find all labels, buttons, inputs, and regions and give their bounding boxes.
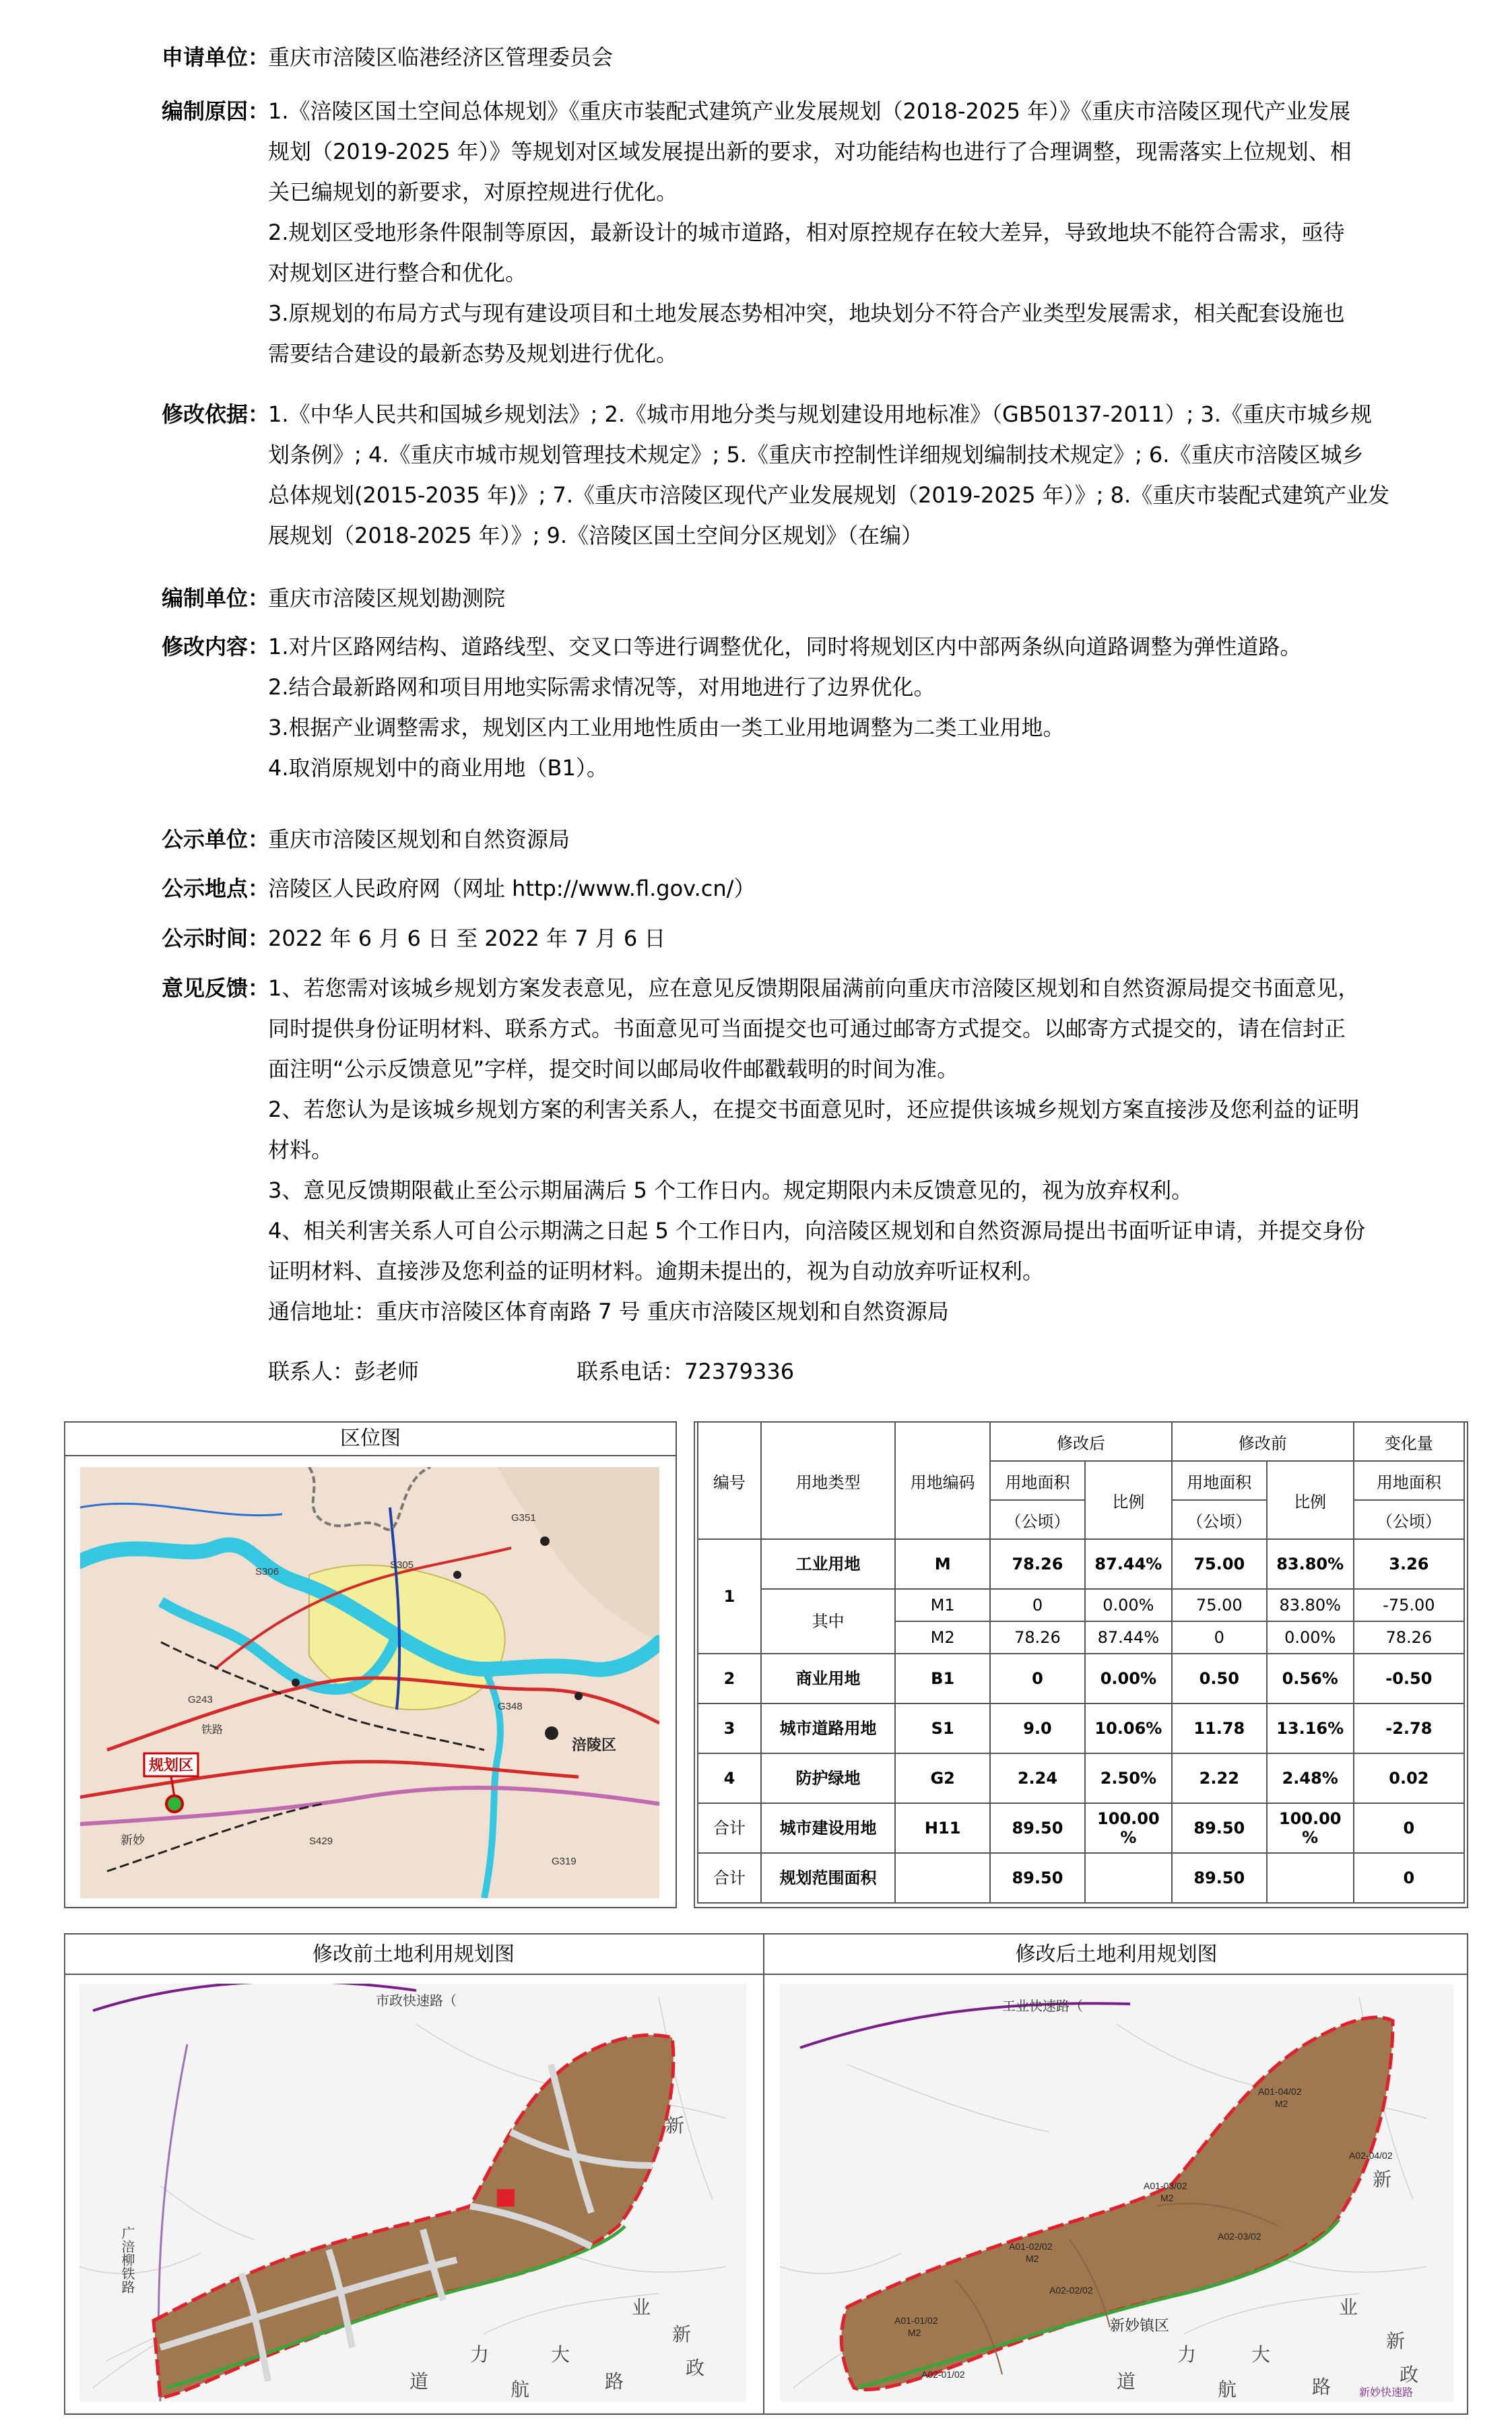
before-land-use-map <box>79 1984 746 2401</box>
section-line: 涪陵区人民政府网（网址 http://www.fl.gov.cn/） <box>268 876 756 901</box>
svg-text:道: 道 <box>409 2371 429 2392</box>
contact-person: 联系人：彭老师 <box>268 1359 420 1384</box>
section <box>162 868 1367 909</box>
table-cell-code: S1 <box>895 1703 990 1753</box>
table-cell-b_ratio <box>1267 1853 1354 1903</box>
planning-region-marker <box>166 1796 183 1812</box>
col-header-type: 用地类型 <box>761 1422 895 1539</box>
table-cell-b_ratio: 0.56% <box>1267 1654 1354 1703</box>
town-label: 新妙镇区 <box>1110 2317 1170 2334</box>
svg-text:大: 大 <box>1251 2344 1271 2365</box>
section-line: 对规划区进行整合和优化。 <box>268 260 527 286</box>
svg-text:S306: S306 <box>255 1566 280 1578</box>
svg-text:G351: G351 <box>511 1512 536 1524</box>
section-line: 2022 年 6 月 6 日 至 2022 年 7 月 6 日 <box>268 926 666 951</box>
table-cell-chg: 0.02 <box>1354 1753 1464 1803</box>
svg-text:广涪柳铁路: 广涪柳铁路 <box>119 2226 134 2294</box>
section-line: 展规划（2018-2025 年）》; 9.《涪陵区国土空间分区规划》（在编） <box>268 523 923 548</box>
table-row <box>698 1539 1464 1589</box>
svg-text:A01-04/02: A01-04/02 <box>1258 2086 1302 2097</box>
section-line: 重庆市涪陵区临港经济区管理委员会 <box>268 44 614 70</box>
table-cell-a_ratio: 2.50% <box>1085 1753 1172 1803</box>
location-map-panel <box>64 1421 677 1908</box>
section-label: 编制单位： <box>162 585 270 611</box>
table-row <box>698 1703 1464 1753</box>
section <box>162 37 1367 77</box>
section-line: 材料。 <box>268 1137 333 1163</box>
svg-text:G319: G319 <box>552 1856 577 1867</box>
table-cell-b_ratio: 13.16% <box>1267 1703 1354 1753</box>
svg-text:G348: G348 <box>498 1701 523 1712</box>
section <box>162 819 1367 859</box>
table-cell-a_area: 2.24 <box>990 1753 1085 1803</box>
section <box>162 968 1367 1332</box>
svg-text:A02-01/02: A02-01/02 <box>921 2369 965 2380</box>
section-line: 1.《涪陵区国土空间总体规划》《重庆市装配式建筑产业发展规划（2018-2025 年）》《重庆市涪陵区现代产业发展 <box>268 98 1351 124</box>
section-line: 2.结合最新路网和项目用地实际需求情况等，对用地进行了边界优化。 <box>268 674 935 700</box>
table-cell-b_ratio: 83.80% <box>1267 1539 1354 1589</box>
section-label: 意见反馈： <box>162 975 270 1001</box>
table-row <box>698 1654 1464 1703</box>
table-cell-b_area: 89.50 <box>1172 1853 1267 1903</box>
table-cell-b_area: 0 <box>1172 1621 1267 1654</box>
svg-text:S429: S429 <box>309 1836 333 1847</box>
svg-text:大: 大 <box>551 2344 570 2365</box>
commercial-plot <box>497 2189 515 2207</box>
section-line: 3.原规划的布局方式与现有建设项目和土地发展态势相冲突，地块划分不符合产业类型发展需求，相关配套设施也 <box>268 300 1345 326</box>
svg-text:政: 政 <box>1400 2364 1419 2385</box>
section-line: 1.《中华人民共和国城乡规划法》; 2.《城市用地分类与规划建设用地标准》（GB50137-2011）; 3.《重庆市城乡规 <box>268 401 1373 427</box>
section-line: 重庆市涪陵区规划和自然资源局 <box>268 826 570 852</box>
unit-label: （公顷） <box>1172 1500 1267 1539</box>
section <box>162 626 1367 788</box>
table-cell-code: M2 <box>895 1621 990 1654</box>
section-label: 公示单位： <box>162 826 270 852</box>
section-line: 3.根据产业调整需求，规划区内工业用地性质由一类工业用地调整为二类工业用地。 <box>268 715 1065 740</box>
section <box>162 91 1367 374</box>
table-cell-a_area: 89.50 <box>990 1853 1085 1903</box>
col-header-after-area: 用地面积 <box>990 1461 1085 1500</box>
section-line: 1、若您需对该城乡规划方案发表意见，应在意见反馈期限届满前向重庆市涪陵区规划和自然资源局提交书面意见， <box>268 975 1360 1001</box>
unit-label: （公顷） <box>1354 1500 1464 1539</box>
table-cell-code: M <box>895 1539 990 1589</box>
table-row <box>698 1589 1464 1621</box>
section-label: 修改内容： <box>162 634 270 659</box>
svg-text:力: 力 <box>1177 2344 1197 2365</box>
section <box>162 918 1367 959</box>
col-header-change: 变化量 <box>1354 1422 1464 1461</box>
section-label: 修改依据： <box>162 401 270 427</box>
svg-text:A02-04/02: A02-04/02 <box>1349 2150 1393 2161</box>
col-header-code: 用地编码 <box>895 1422 990 1539</box>
table-cell-code <box>895 1853 990 1903</box>
table-cell-a_ratio: 0.00% <box>1085 1654 1172 1703</box>
svg-text:新: 新 <box>672 2324 692 2345</box>
table-cell-no: 2 <box>698 1654 761 1703</box>
table-cell-type: 防护绿地 <box>761 1753 895 1803</box>
table-cell-b_area: 2.22 <box>1172 1753 1267 1803</box>
svg-text:M2: M2 <box>908 2327 921 2338</box>
rail-label: 铁路 <box>201 1724 224 1736</box>
table-cell-type: 城市道路用地 <box>761 1703 895 1753</box>
table-cell-chg: 3.26 <box>1354 1539 1464 1589</box>
section-line: 1.对片区路网结构、道路线型、交叉口等进行调整优化，同时将规划区内中部两条纵向道路调整为弹性道路。 <box>268 634 1302 659</box>
table-cell-a_ratio: 100.00 % <box>1085 1803 1172 1853</box>
section-line: 重庆市涪陵区规划勘测院 <box>268 585 506 611</box>
svg-text:M2: M2 <box>1026 2253 1039 2264</box>
svg-text:道: 道 <box>1117 2371 1136 2392</box>
district-marker <box>545 1726 558 1740</box>
unit-label: （公顷） <box>990 1500 1085 1539</box>
table-cell-no: 合计 <box>698 1853 761 1903</box>
section-label: 申请单位： <box>162 44 270 70</box>
section-label: 公示地点： <box>162 876 270 901</box>
col-header-after-ratio: 比例 <box>1085 1461 1172 1539</box>
col-header-change-area: 用地面积 <box>1354 1461 1464 1500</box>
svg-text:政: 政 <box>686 2358 705 2378</box>
before-map-title: 修改前土地利用规划图 <box>313 1943 515 1966</box>
table-cell-code: G2 <box>895 1753 990 1803</box>
table-cell-a_area: 78.26 <box>990 1621 1085 1654</box>
table-row <box>698 1803 1464 1853</box>
col-header-after: 修改后 <box>990 1422 1172 1461</box>
svg-text:A01-01/02: A01-01/02 <box>894 2315 938 2326</box>
table-cell-b_ratio: 83.80% <box>1267 1589 1354 1621</box>
table-cell-a_ratio <box>1085 1853 1172 1903</box>
section-line: 通信地址：重庆市涪陵区体育南路 7 号 重庆市涪陵区规划和自然资源局 <box>268 1299 949 1324</box>
section-line: 面注明“公示反馈意见”字样，提交时间以邮局收件邮戳载明的时间为准。 <box>268 1056 959 1082</box>
table-cell-b_area: 75.00 <box>1172 1539 1267 1589</box>
table-cell-a_ratio: 87.44% <box>1085 1539 1172 1589</box>
section-line: 2.规划区受地形条件限制等原因，最新设计的城市道路，相对原控规存在较大差异，导致地块不能符合需求，亟待 <box>268 220 1345 245</box>
table-cell-a_area: 89.50 <box>990 1803 1085 1853</box>
table-row <box>698 1753 1464 1803</box>
table-cell-no: 3 <box>698 1703 761 1753</box>
section-line: 同时提供身份证明材料、联系方式。书面意见可当面提交也可通过邮寄方式提交。以邮寄方式提交的，请在信封正 <box>268 1016 1346 1041</box>
section-line: 规划（2019-2025 年）》等规划对区域发展提出新的要求，对功能结构也进行了合理调整，现需落实上位规划、相 <box>268 139 1352 164</box>
svg-text:A01-02/02: A01-02/02 <box>1009 2241 1053 2252</box>
table-cell-code: H11 <box>895 1803 990 1853</box>
table-cell-chg: -2.78 <box>1354 1703 1464 1753</box>
svg-text:A01-03/02: A01-03/02 <box>1144 2180 1187 2191</box>
section-line: 总体规划(2015-2035 年)》; 7.《重庆市涪陵区现代产业发展规划（2019-2025 年）》; 8.《重庆市装配式建筑产业发 <box>268 482 1390 508</box>
expressway-label: 新妙快速路 <box>1359 2387 1414 2399</box>
table-cell-b_ratio: 2.48% <box>1267 1753 1354 1803</box>
table-cell-a_ratio: 10.06% <box>1085 1703 1172 1753</box>
section-line: 2、若您认为是该城乡规划方案的利害关系人，在提交书面意见时，还应提供该城乡规划方案直接涉及您利益的证明 <box>268 1097 1360 1122</box>
table-cell-a_area: 0 <box>990 1654 1085 1703</box>
location-map-title: 区位图 <box>65 1423 676 1456</box>
table-cell-no: 合计 <box>698 1803 761 1853</box>
section-line: 划条例》; 4.《重庆市城市规划管理技术规定》; 5.《重庆市控制性详细规划编制技术规定》; 6.《重庆市涪陵区城乡 <box>268 442 1364 467</box>
section-line: 3、意见反馈期限截止至公示期届满后 5 个工作日内。规定期限内未反馈意见的，视为放弃权利。 <box>268 1177 1193 1203</box>
section-label: 编制原因： <box>162 98 270 124</box>
svg-text:新: 新 <box>665 2115 685 2136</box>
contact-line <box>162 1351 1367 1392</box>
svg-text:G243: G243 <box>188 1694 213 1706</box>
table-cell-b_area: 0.50 <box>1172 1654 1267 1703</box>
col-header-before: 修改前 <box>1172 1422 1354 1461</box>
section-line: 4.取消原规划中的商业用地（B1）。 <box>268 755 608 781</box>
table-cell-chg: 0 <box>1354 1853 1464 1903</box>
section-line: 4、相关利害关系人可自公示期满之日起 5 个工作日内，向涪陵区规划和自然资源局提出书面听证申请，并提交身份 <box>268 1218 1366 1243</box>
svg-text:业: 业 <box>1339 2297 1358 2318</box>
table-cell-code: B1 <box>895 1654 990 1703</box>
contact-phone: 联系电话：72379336 <box>577 1359 795 1384</box>
planning-region-label: 规划区 <box>148 1757 194 1774</box>
table-cell-code: M1 <box>895 1589 990 1621</box>
table-cell-chg: 0 <box>1354 1803 1464 1853</box>
table-row <box>698 1853 1464 1903</box>
svg-text:业: 业 <box>632 2297 651 2318</box>
svg-text:A02-02/02: A02-02/02 <box>1049 2285 1093 2296</box>
town-label: 新妙 <box>121 1833 145 1847</box>
section-line: 需要结合建设的最新态势及规划进行优化。 <box>268 341 678 366</box>
table-cell-type: 工业用地 <box>761 1539 895 1589</box>
table-cell-chg: 78.26 <box>1354 1621 1464 1654</box>
table-cell-a_area: 9.0 <box>990 1703 1085 1753</box>
svg-text:M2: M2 <box>1160 2193 1174 2203</box>
section <box>162 578 1367 618</box>
table-cell-type: 商业用地 <box>761 1654 895 1703</box>
table-cell-type: 城市建设用地 <box>761 1803 895 1853</box>
svg-text:A02-03/02: A02-03/02 <box>1218 2231 1261 2242</box>
table-cell-a_ratio: 0.00% <box>1085 1589 1172 1621</box>
table-cell-no: 1 <box>698 1539 761 1654</box>
svg-text:航: 航 <box>1218 2379 1237 2400</box>
after-map-title: 修改后土地利用规划图 <box>1015 1943 1218 1966</box>
table-cell-b_ratio: 100.00 % <box>1267 1803 1354 1853</box>
table-cell-chg: -0.50 <box>1354 1654 1464 1703</box>
svg-text:新: 新 <box>1373 2169 1392 2190</box>
svg-text:路: 路 <box>1312 2376 1332 2397</box>
col-header-no: 编号 <box>698 1422 761 1539</box>
table-cell-b_area: 89.50 <box>1172 1803 1267 1853</box>
table-cell-b_area: 11.78 <box>1172 1703 1267 1753</box>
table-cell-type: 规划范围面积 <box>761 1853 895 1903</box>
table-cell-b_ratio: 0.00% <box>1267 1621 1354 1654</box>
table-cell-a_area: 0 <box>990 1589 1085 1621</box>
land-use-table <box>697 1421 1465 1904</box>
table-cell-type: 其中 <box>761 1589 895 1654</box>
svg-text:工业快速路（: 工业快速路（ <box>1002 1999 1083 2014</box>
section-line: 证明材料、直接涉及您利益的证明材料。逾期未提出的，视为自动放弃听证权利。 <box>268 1258 1045 1284</box>
svg-text:新: 新 <box>1386 2331 1406 2351</box>
col-header-before-ratio: 比例 <box>1267 1461 1354 1539</box>
after-land-use-map <box>780 1984 1453 2401</box>
table-cell-a_ratio: 87.44% <box>1085 1621 1172 1654</box>
table-cell-no: 4 <box>698 1753 761 1803</box>
section-label: 公示时间： <box>162 926 270 951</box>
svg-text:航: 航 <box>511 2379 530 2400</box>
svg-text:路: 路 <box>605 2371 624 2392</box>
district-label: 涪陵区 <box>572 1736 617 1753</box>
section <box>162 394 1390 556</box>
section-line: 关已编规划的新要求，对原控规进行优化。 <box>268 179 678 205</box>
table-cell-a_area: 78.26 <box>990 1539 1085 1589</box>
col-header-before-area: 用地面积 <box>1172 1461 1267 1500</box>
table-cell-chg: -75.00 <box>1354 1589 1464 1621</box>
table-cell-b_area: 75.00 <box>1172 1589 1267 1621</box>
svg-text:M2: M2 <box>1275 2098 1288 2109</box>
svg-text:S305: S305 <box>390 1559 414 1571</box>
svg-text:力: 力 <box>470 2344 490 2365</box>
location-map <box>80 1467 659 1898</box>
svg-text:市政快速路（: 市政快速路（ <box>376 1994 457 2009</box>
